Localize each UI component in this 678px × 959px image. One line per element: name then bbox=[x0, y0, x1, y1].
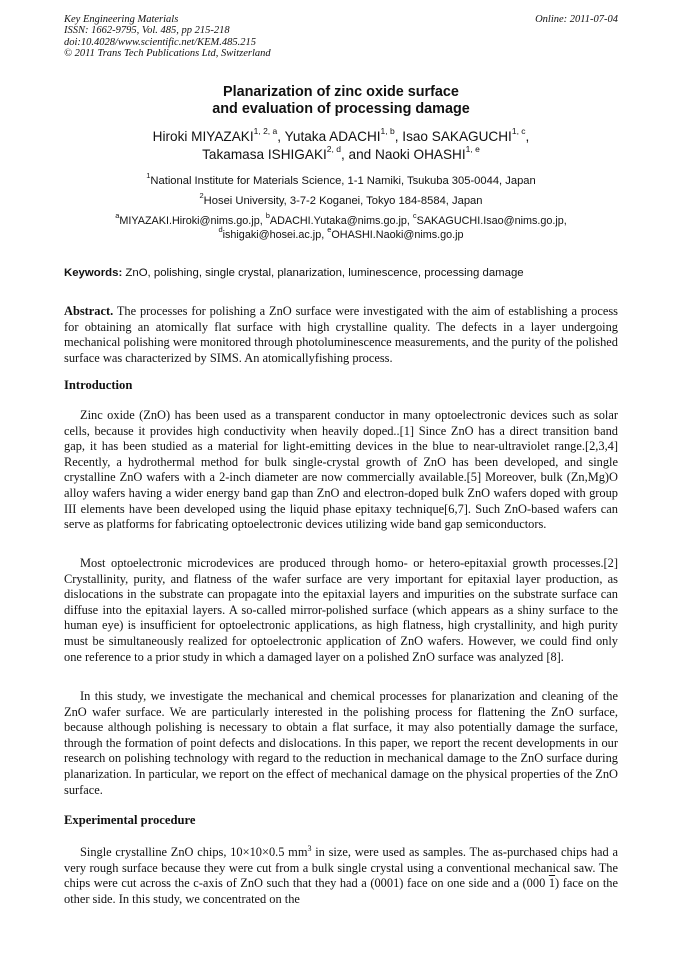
email-sup: b bbox=[265, 211, 270, 220]
intro-paragraph-1: Zinc oxide (ZnO) has been used as a transparent conductor in many optoelectronic devices such as solar cells, because it provides high conductivity when heavily doped..[1] Since ZnO has a direct transition band gap, it has been studied as a material for light-emitting devices in the blue to near-ultraviolet range.[2,3,4] Recently, a hydrothermal method for bulk single-crystal growth of ZnO has been developed, and single crystalline ZnO wafers with a 2-inch diameter are now commercially available.[5] Moreover, bulk (Zn,Mg)O alloy wafers having a wider energy band gap than ZnO and electron-doped bulk ZnO wafers doped with group III elements have been developed using the liquid phase epitaxy technique[6,7]. Such ZnO-based wafers can serve as platforms for fabricating optoelectronic devices utilizing wide band gap semiconductors. bbox=[64, 408, 618, 532]
issn-line: ISSN: 1662-9795, Vol. 485, pp 215-218 bbox=[64, 25, 230, 37]
section-heading-experimental: Experimental procedure bbox=[64, 813, 196, 827]
email-sup: e bbox=[327, 225, 332, 234]
title-line-1: Planarization of zinc oxide surface bbox=[223, 84, 459, 100]
copyright-line: © 2011 Trans Tech Publications Ltd, Switzerland bbox=[64, 48, 271, 60]
email-sup: d bbox=[218, 225, 223, 234]
email-separator: , bbox=[406, 215, 413, 227]
experimental-sup: 3 bbox=[307, 844, 312, 853]
author-sup: 1, e bbox=[465, 144, 480, 154]
author-name: Isao SAKAGUCHI bbox=[402, 129, 512, 144]
email-address[interactable]: OHASHI.Naoki@nims.go.jp bbox=[331, 229, 464, 241]
author-name: Takamasa ISHIGAKI bbox=[202, 147, 327, 162]
author-list bbox=[64, 128, 618, 164]
experimental-paragraph-1 bbox=[64, 841, 618, 908]
email-separator: , bbox=[259, 215, 266, 227]
journal-name: Key Engineering Materials bbox=[64, 14, 179, 25]
affiliation-2 bbox=[64, 191, 618, 208]
section-heading-introduction: Introduction bbox=[64, 378, 133, 392]
paper-title bbox=[64, 84, 618, 118]
affiliation-sup: 2 bbox=[199, 191, 204, 200]
experimental-text-c: ) face on the other side. In this study, we concentrated on the bbox=[64, 876, 619, 906]
keywords-text: ZnO, polishing, single crystal, planarization, luminescence, processing damage bbox=[122, 267, 524, 279]
experimental-text-a: Single crystalline ZnO chips, 10×10×0.5 mm bbox=[80, 845, 308, 860]
online-date: Online: 2011-07-04 bbox=[535, 14, 618, 25]
affiliation-text: Hosei University, 3-7-2 Koganei, Tokyo 184-8584, Japan bbox=[203, 195, 483, 207]
affiliation-sup: 1 bbox=[146, 171, 151, 180]
running-header bbox=[64, 14, 618, 60]
experimental-text-b: in size, were used as samples. The as-purchased chips had a very rough surface because they were cut from a bulk single crystal using a conventional mechanical saw. The chips were cut across the c-axis of ZnO such that they had a (0001) face on one side and a (000 bbox=[64, 845, 618, 891]
intro-paragraph-3: In this study, we investigate the mechanical and chemical processes for planarization and cleaning of the ZnO wafer surface. We are particularly interested in the polishing process for flattening the ZnO surface, because although polishing is necessary to obtain a flat surface, it may also potentially damage the surface, through the formation of point defects and dislocations. In this paper, we report the recent developments in our research on polishing technology with regard to the reduction in mechanical damage to the ZnO surface during planarization. In particular, we report on the effect of mechanical damage on the physical properties of the ZnO surface. bbox=[64, 689, 618, 797]
affiliation-text: National Institute for Materials Science, 1-1 Namiki, Tsukuba 305-0044, Japan bbox=[150, 175, 536, 187]
overline-digit: 1 bbox=[548, 876, 556, 891]
author-separator: , bbox=[525, 129, 530, 144]
affiliation-1 bbox=[64, 171, 618, 188]
author-name: Naoki OHASHI bbox=[375, 147, 466, 162]
email-list bbox=[64, 211, 618, 242]
author-separator: , bbox=[277, 129, 285, 144]
intro-paragraph-2: Most optoelectronic microdevices are produced through homo- or hetero-epitaxial growth processes.[2] Crystallinity, purity, and flatness of the wafer surface are very important for epitaxial layer production, as dislocations in the substrate can propagate into the epitaxial layers and impurities on the substrate surface can diffuse into the epitaxial layers. A so-called mirror-polished surface (which appears as a shiny surface to the human eye) is insufficient for optoelectronic applications, as high flatness, high crystallinity, and high purity must be simultaneously realized for optoelectronic application of ZnO wafers. However, we could find only one reference to a prior study in which a damaged layer on a polished ZnO surface was analyzed [8]. bbox=[64, 556, 618, 664]
author-name: Hiroki MIYAZAKI bbox=[152, 129, 254, 144]
keywords-label: Keywords: bbox=[64, 267, 123, 279]
abstract bbox=[64, 304, 618, 366]
email-address[interactable]: SAKAGUCHI.Isao@nims.go.jp bbox=[416, 215, 564, 227]
email-separator: , bbox=[563, 215, 567, 227]
email-sup: a bbox=[115, 211, 120, 220]
abstract-text: The processes for polishing a ZnO surface were investigated with the aim of establishing a process for obtaining an atomically flat surface with high crystalline quality. The defects in a layer undergoing mechanical polishing were monitored through photoluminescence measurements, and the purity of the polished surface was characterized by SIMS. An atomicallyfishing process. bbox=[64, 304, 618, 365]
author-sup: 1, 2, a bbox=[253, 126, 278, 136]
author-separator: , bbox=[394, 129, 403, 144]
author-separator: , and bbox=[340, 147, 375, 162]
email-address[interactable]: ADACHI.Yutaka@nims.go.jp bbox=[269, 215, 407, 227]
email-sup: c bbox=[412, 211, 417, 220]
author-sup: 1, b bbox=[380, 126, 395, 136]
email-address[interactable]: MIYAZAKI.Hiroki@nims.go.jp bbox=[119, 215, 260, 227]
email-separator: , bbox=[321, 229, 328, 241]
keywords bbox=[64, 266, 618, 280]
author-sup: 1, c bbox=[511, 126, 526, 136]
abstract-label: Abstract. bbox=[64, 304, 114, 318]
author-name: Yutaka ADACHI bbox=[284, 129, 381, 144]
doi-line: doi:10.4028/www.scientific.net/KEM.485.215 bbox=[64, 36, 256, 48]
author-sup: 2, d bbox=[326, 144, 341, 154]
title-line-2: and evaluation of processing damage bbox=[212, 101, 470, 117]
email-address[interactable]: ishigaki@hosei.ac.jp bbox=[222, 229, 322, 241]
